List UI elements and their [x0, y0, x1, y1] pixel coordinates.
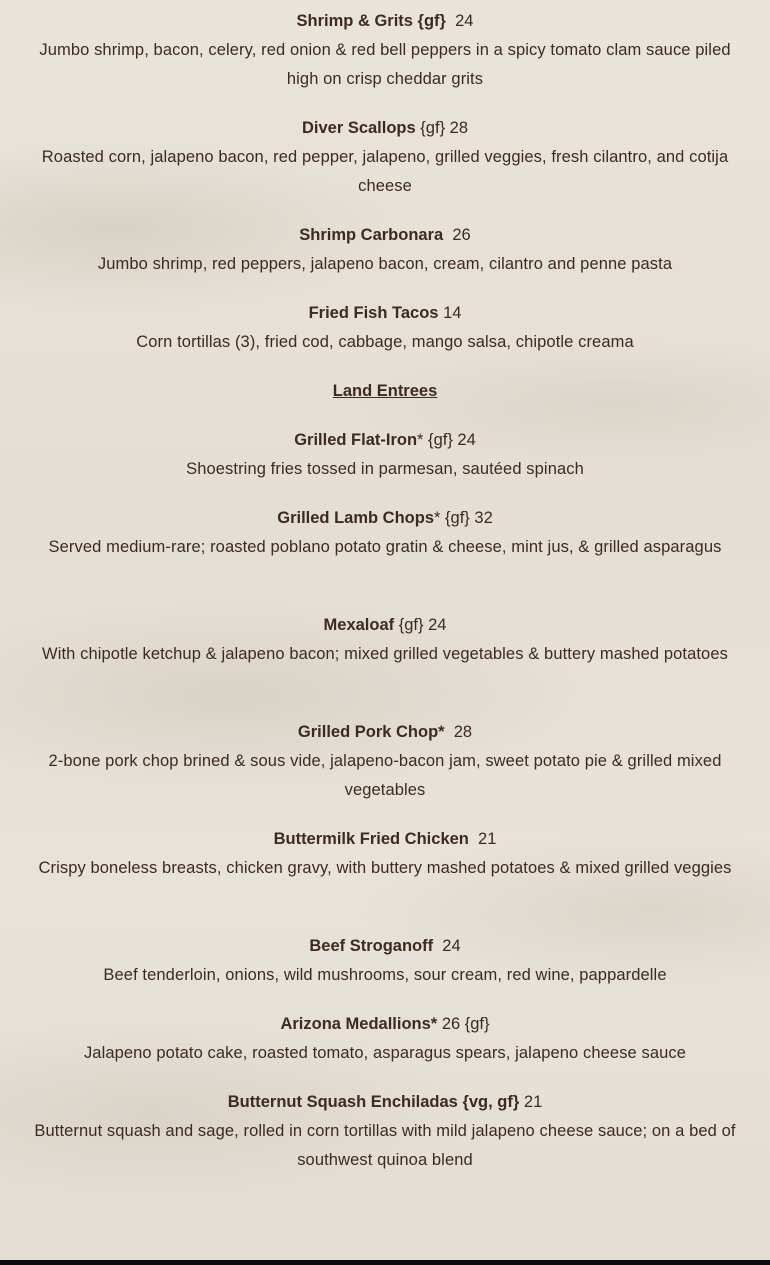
item-name-line	[30, 221, 740, 250]
item-description: Jumbo shrimp, red peppers, jalapeno bacon, cream, cilantro and penne pasta	[97, 255, 673, 273]
menu-item-butternut-squash-enchiladas	[30, 1088, 740, 1175]
item-name-line	[30, 611, 740, 640]
item-name-line	[30, 1010, 740, 1039]
item-price: {gf} 24	[398, 616, 447, 634]
menu-item-grilled-flat-iron	[30, 426, 740, 484]
item-name: Grilled Pork Chop*	[297, 723, 445, 741]
item-name-line	[30, 7, 740, 36]
item-name: Diver Scallops	[301, 119, 416, 137]
item-name: Mexaloaf	[323, 616, 395, 634]
item-price: 21	[523, 1093, 543, 1111]
item-name-line	[30, 825, 740, 854]
item-description: With chipotle ketchup & jalapeno bacon; mixed grilled vegetables & buttery mashed potatoes	[42, 645, 728, 663]
item-name-line	[30, 114, 740, 143]
item-name: Beef Stroganoff	[309, 937, 434, 955]
item-name-line	[30, 426, 740, 455]
menu-item-shrimp-carbonara	[30, 221, 740, 279]
item-name: Shrimp Carbonara	[299, 226, 444, 244]
item-description: Jumbo shrimp, bacon, celery, red onion & red bell peppers in a spicy tomato clam sauce piled high on crisp cheddar grits	[39, 41, 731, 88]
item-description: Corn tortillas (3), fried cod, cabbage, mango salsa, chipotle creama	[136, 333, 634, 351]
item-description: Crispy boneless breasts, chicken gravy, with buttery mashed potatoes & mixed grilled veggies	[38, 859, 732, 877]
item-name-line	[30, 299, 740, 328]
menu-item-fried-fish-tacos	[30, 299, 740, 357]
item-price: * {gf} 24	[417, 431, 476, 449]
item-name-line	[30, 932, 740, 961]
item-name: Arizona Medallions*	[280, 1015, 438, 1033]
menu-item-grilled-pork-chop	[30, 718, 740, 805]
item-name: Fried Fish Tacos	[308, 304, 439, 322]
item-name: Shrimp & Grits {gf}	[296, 12, 446, 30]
item-price: 26 {gf}	[441, 1015, 490, 1033]
item-name-line	[30, 504, 740, 533]
item-price: {gf} 28	[420, 119, 469, 137]
section-heading-land-entrees: Land Entrees	[332, 382, 438, 400]
menu-item-beef-stroganoff	[30, 932, 740, 990]
item-description: 2-bone pork chop brined & sous vide, jalapeno-bacon jam, sweet potato pie & grilled mixed vegetables	[48, 752, 722, 799]
item-name-line	[30, 1088, 740, 1117]
menu-item-mexaloaf	[30, 611, 740, 669]
item-price: 26	[452, 226, 471, 244]
item-name: Buttermilk Fried Chicken	[273, 830, 469, 848]
item-description: Roasted corn, jalapeno bacon, red pepper, jalapeno, grilled veggies, fresh cilantro, and cotija cheese	[41, 148, 729, 195]
menu-item-buttermilk-fried-chicken	[30, 825, 740, 883]
item-name: Grilled Lamb Chops	[277, 509, 435, 527]
item-price: 21	[478, 830, 497, 848]
menu-item-shrimp-grits	[30, 7, 740, 94]
item-description: Jalapeno potato cake, roasted tomato, asparagus spears, jalapeno cheese sauce	[83, 1044, 687, 1062]
item-price: * {gf} 32	[434, 509, 493, 527]
menu-item-arizona-medallions	[30, 1010, 740, 1068]
item-description: Butternut squash and sage, rolled in corn tortillas with mild jalapeno cheese sauce; on a bed of southwest quinoa blend	[34, 1122, 736, 1169]
item-name: Butternut Squash Enchiladas {vg, gf}	[227, 1093, 520, 1111]
item-description: Beef tenderloin, onions, wild mushrooms, sour cream, red wine, pappardelle	[103, 966, 667, 984]
item-price: 24	[455, 12, 474, 30]
item-name-line	[30, 718, 740, 747]
item-name: Grilled Flat-Iron	[294, 431, 418, 449]
item-price: 28	[453, 723, 473, 741]
menu-item-diver-scallops	[30, 114, 740, 201]
item-description: Served medium-rare; roasted poblano potato gratin & cheese, mint jus, & grilled asparagus	[48, 538, 722, 556]
bottom-border-bar	[0, 1260, 770, 1265]
item-description: Shoestring fries tossed in parmesan, sautéed spinach	[186, 460, 584, 478]
menu-item-grilled-lamb-chops	[30, 504, 740, 562]
item-price: 24	[442, 937, 461, 955]
item-price: 14	[443, 304, 462, 322]
